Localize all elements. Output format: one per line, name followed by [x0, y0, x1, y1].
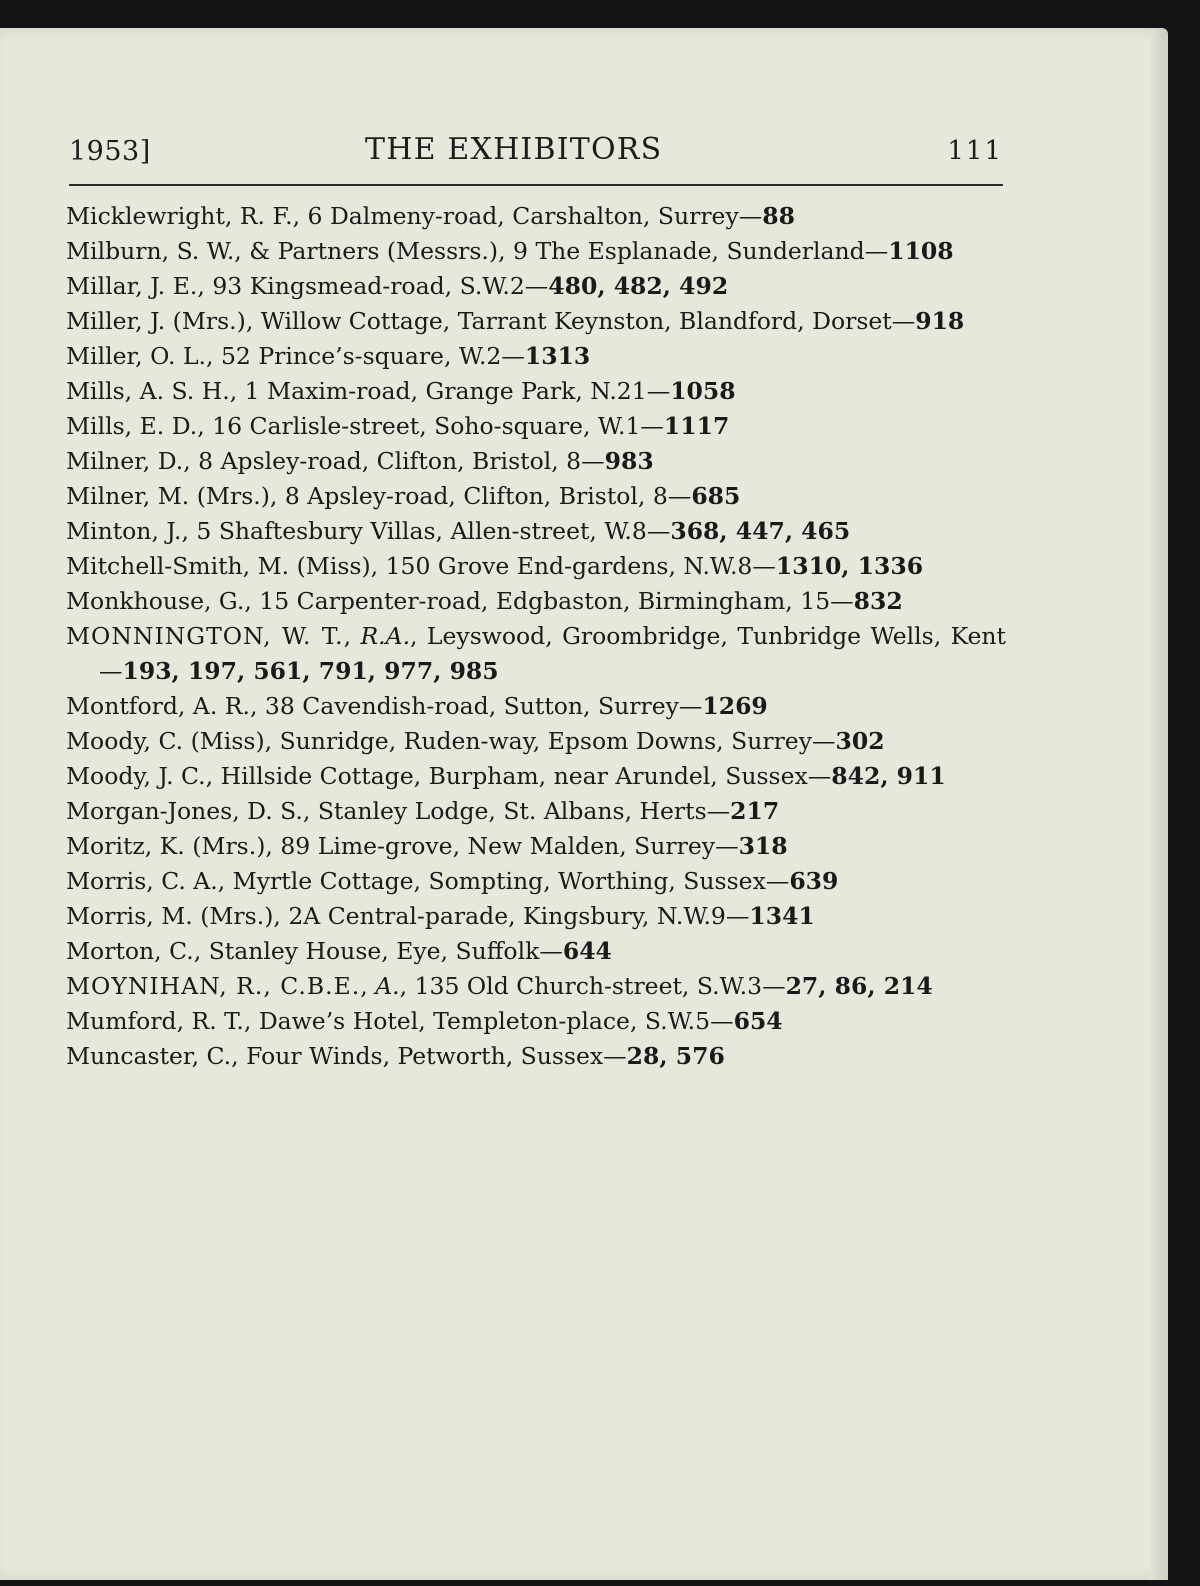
exhibit-numbers: 480, 482, 492: [548, 272, 729, 300]
running-head-title: THE EXHIBITORS: [365, 132, 663, 167]
exhibitor-entry: Mumford, R. T., Dawe’s Hotel, Templeton-place, S.W.5—654: [66, 1007, 783, 1035]
exhibitor-name: Monkhouse, G.: [66, 587, 245, 615]
exhibit-numbers: 918: [915, 307, 965, 335]
exhibitor-entry: Miller, O. L., 52 Prince’s-square, W.2—1313: [66, 342, 591, 370]
exhibitor-address: 93 Kingsmead-road, S.W.2: [212, 272, 525, 300]
exhibit-numbers: 27, 86, 214: [785, 972, 933, 1000]
exhibit-numbers: 28, 576: [626, 1042, 725, 1070]
exhibitor-entry: MOYNIHAN, R., C.B.E., A., 135 Old Church-street, S.W.3—27, 86, 214: [66, 972, 933, 1000]
exhibitor-address: 2A Central-parade, Kingsbury, N.W.9: [288, 902, 726, 930]
exhibitor-name: Moritz, K. (Mrs.): [66, 832, 266, 860]
running-head: [69, 130, 1003, 176]
exhibit-numbers: 644: [562, 937, 612, 965]
exhibit-numbers: 639: [789, 867, 839, 895]
exhibitor-entry: MONNINGTON, W. T., R.A., Leyswood, Groombridge, Tunbridge Wells, Kent—193, 197, 561, 791, 977, 985: [66, 622, 1006, 685]
exhibitor-address: 6 Dalmeny-road, Carshalton, Surrey: [307, 202, 739, 230]
exhibit-numbers: 193, 197, 561, 791, 977, 985: [122, 657, 499, 685]
exhibit-numbers: 983: [604, 447, 654, 475]
exhibitor-name: Minton, J.: [66, 517, 182, 545]
exhibitor-entry: Milburn, S. W., & Partners (Messrs.), 9 The Esplanade, Sunderland—1108: [66, 237, 954, 265]
exhibitor-entry: Morgan-Jones, D. S., Stanley Lodge, St. Albans, Herts—217: [66, 797, 780, 825]
exhibitor-address: 16 Carlisle-street, Soho-square, W.1: [212, 412, 641, 440]
exhibitor-entry: Muncaster, C., Four Winds, Petworth, Sussex—28, 576: [66, 1042, 725, 1070]
exhibitor-entry: Moritz, K. (Mrs.), 89 Lime-grove, New Malden, Surrey—318: [66, 832, 788, 860]
exhibitor-address: 52 Prince’s-square, W.2: [220, 342, 502, 370]
exhibitor-name: Morris, M. (Mrs.): [66, 902, 274, 930]
exhibitor-name: Milner, D.: [66, 447, 184, 475]
exhibitor-name: Moody, J. C.: [66, 762, 206, 790]
exhibit-numbers: 88: [762, 202, 795, 230]
exhibitor-name: Moody, C. (Miss): [66, 727, 265, 755]
exhibit-numbers: 368, 447, 465: [670, 517, 851, 545]
exhibitor-address: Four Winds, Petworth, Sussex: [246, 1042, 604, 1070]
exhibit-numbers: 685: [691, 482, 741, 510]
exhibitor-name: Mills, A. S. H.: [66, 377, 230, 405]
exhibitor-name: Morris, C. A.: [66, 867, 218, 895]
exhibit-numbers: 1058: [670, 377, 736, 405]
exhibit-numbers: 1117: [663, 412, 730, 440]
exhibitor-name: Millar, J. E.: [66, 272, 198, 300]
exhibitor-address: 8 Apsley-road, Clifton, Bristol, 8: [284, 482, 668, 510]
exhibitor-name: Milner, M. (Mrs.): [66, 482, 270, 510]
exhibitor-address: 38 Cavendish-road, Sutton, Surrey: [264, 692, 679, 720]
exhibitor-entry: Moody, J. C., Hillside Cottage, Burpham, near Arundel, Sussex—842, 911: [66, 762, 946, 790]
exhibitor-entry: Moody, C. (Miss), Sunridge, Ruden-way, Epsom Downs, Surrey—302: [66, 727, 885, 755]
exhibitor-entry: Mills, E. D., 16 Carlisle-street, Soho-square, W.1—1117: [66, 412, 730, 440]
exhibitor-address: 5 Shaftesbury Villas, Allen-street, W.8: [196, 517, 647, 545]
exhibitor-name: Miller, J. (Mrs.): [66, 307, 246, 335]
exhibitor-name: Micklewright, R. F.: [66, 202, 293, 230]
exhibitor-address: Stanley House, Eye, Suffolk: [208, 937, 540, 965]
exhibitor-name: Mills, E. D.: [66, 412, 198, 440]
exhibitor-entry: Millar, J. E., 93 Kingsmead-road, S.W.2—480, 482, 492: [66, 272, 729, 300]
exhibitor-name: Morton, C.: [66, 937, 194, 965]
exhibitor-address: Willow Cottage, Tarrant Keynston, Blandford, Dorset: [260, 307, 892, 335]
exhibitor-entry: Montford, A. R., 38 Cavendish-road, Sutton, Surrey—1269: [66, 692, 768, 720]
exhibitor-entry: Minton, J., 5 Shaftesbury Villas, Allen-street, W.8—368, 447, 465: [66, 517, 851, 545]
exhibitor-entry: Milner, D., 8 Apsley-road, Clifton, Bristol, 8—983: [66, 447, 654, 475]
exhibit-numbers: 832: [853, 587, 903, 615]
page-edge: [1150, 30, 1164, 1580]
exhibitor-name: Mumford, R. T.: [66, 1007, 244, 1035]
exhibitor-address: Myrtle Cottage, Sompting, Worthing, Sussex: [232, 867, 766, 895]
exhibit-numbers: 1269: [702, 692, 768, 720]
exhibitor-honour: A.: [375, 972, 400, 1000]
exhibitor-name: Morgan-Jones, D. S.: [66, 797, 303, 825]
exhibitor-address: Hillside Cottage, Burpham, near Arundel, Sussex: [220, 762, 808, 790]
exhibit-numbers: 842, 911: [831, 762, 946, 790]
exhibit-numbers: 1310, 1336: [775, 552, 924, 580]
exhibitor-address: 15 Carpenter-road, Edgbaston, Birmingham, 15: [259, 587, 831, 615]
exhibitor-address: 89 Lime-grove, New Malden, Surrey: [280, 832, 716, 860]
exhibit-numbers: 654: [733, 1007, 783, 1035]
exhibitor-name: Muncaster, C.: [66, 1042, 232, 1070]
exhibit-numbers: 1341: [749, 902, 815, 930]
exhibit-numbers: 217: [730, 797, 780, 825]
exhibitor-address: 8 Apsley-road, Clifton, Bristol, 8: [198, 447, 582, 475]
exhibitor-address: 135 Old Church-street, S.W.3: [414, 972, 763, 1000]
exhibitor-entry: Monkhouse, G., 15 Carpenter-road, Edgbaston, Birmingham, 15—832: [66, 587, 903, 615]
exhibit-numbers: 302: [835, 727, 885, 755]
exhibitor-entry: Mills, A. S. H., 1 Maxim-road, Grange Park, N.21—1058: [66, 377, 736, 405]
exhibitor-address: Stanley Lodge, St. Albans, Herts: [317, 797, 707, 825]
exhibitor-name: Milburn, S. W., & Partners (Messrs.): [66, 237, 499, 265]
exhibitor-address: Dawe’s Hotel, Templeton-place, S.W.5: [258, 1007, 711, 1035]
exhibitor-address: 1 Maxim-road, Grange Park, N.21: [244, 377, 647, 405]
exhibitor-address: Leyswood, Groombridge, Tunbridge Wells, Kent: [426, 622, 1006, 650]
exhibit-numbers: 1108: [888, 237, 954, 265]
exhibitor-list: [66, 199, 1006, 1074]
exhibitor-name: MONNINGTON, W. T.: [66, 622, 344, 650]
exhibitor-honour: R.A.: [360, 622, 411, 650]
header-rule: [69, 184, 1003, 186]
exhibitor-entry: Morris, C. A., Myrtle Cottage, Sompting, Worthing, Sussex—639: [66, 867, 839, 895]
exhibitor-address: 9 The Esplanade, Sunderland: [513, 237, 865, 265]
exhibitor-entry: Micklewright, R. F., 6 Dalmeny-road, Carshalton, Surrey—88: [66, 202, 795, 230]
exhibitor-entry: Morton, C., Stanley House, Eye, Suffolk—644: [66, 937, 612, 965]
exhibitor-entry: Morris, M. (Mrs.), 2A Central-parade, Kingsbury, N.W.9—1341: [66, 902, 815, 930]
exhibitor-entry: Mitchell-Smith, M. (Miss), 150 Grove End-gardens, N.W.8—1310, 1336: [66, 552, 924, 580]
exhibitor-name: Miller, O. L.: [66, 342, 207, 370]
running-head-year: 1953]: [69, 136, 151, 167]
exhibitor-address: Sunridge, Ruden-way, Epsom Downs, Surrey: [279, 727, 812, 755]
page-number: 111: [947, 136, 1003, 166]
exhibitor-entry: Miller, J. (Mrs.), Willow Cottage, Tarrant Keynston, Blandford, Dorset—918: [66, 307, 965, 335]
exhibitor-name: Mitchell-Smith, M. (Miss): [66, 552, 371, 580]
exhibit-numbers: 1313: [524, 342, 591, 370]
exhibitor-address: 150 Grove End-gardens, N.W.8: [385, 552, 753, 580]
exhibitor-name: MOYNIHAN, R., C.B.E.: [66, 972, 361, 1000]
exhibitor-entry: Milner, M. (Mrs.), 8 Apsley-road, Clifton, Bristol, 8—685: [66, 482, 741, 510]
exhibitor-name: Montford, A. R.: [66, 692, 250, 720]
exhibit-numbers: 318: [738, 832, 788, 860]
